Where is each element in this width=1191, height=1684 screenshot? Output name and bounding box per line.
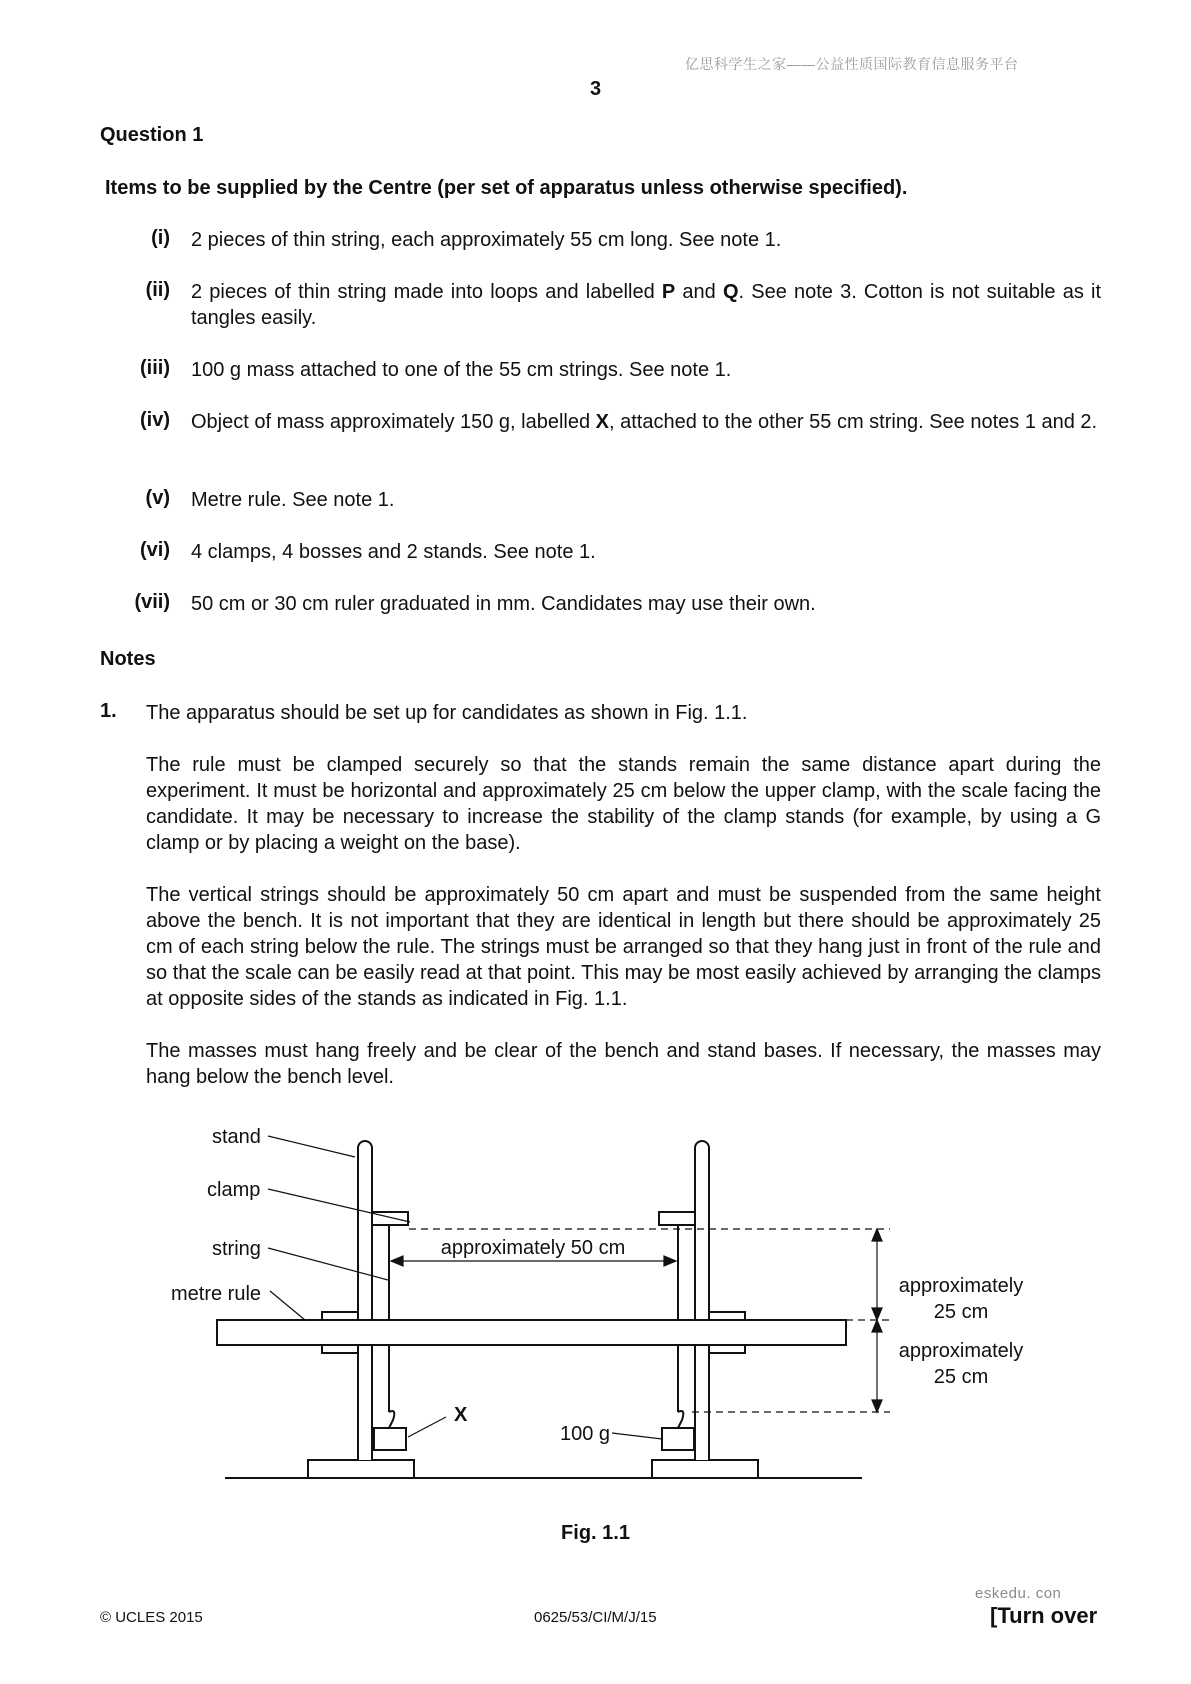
item-text: 4 clamps, 4 bosses and 2 stands. See note 1. (191, 541, 596, 563)
label-100g: 100 g (560, 1423, 611, 1445)
arrowhead (872, 1308, 882, 1320)
label-lower-25cm: 25 cm (933, 1366, 989, 1388)
item-text: 100 g mass attached to one of the 55 cm strings. See note 1. (191, 359, 732, 381)
leader-100g (612, 1433, 662, 1439)
footer-copyright: © UCLES 2015 (100, 1609, 203, 1626)
leader-metre-rule (270, 1291, 305, 1320)
clamp-right (659, 1212, 695, 1225)
item-text-part: 2 pieces of thin string made into loops and labelled (191, 281, 662, 303)
item-text: 50 cm or 30 cm ruler graduated in mm. Candidates may use their own. (191, 593, 816, 615)
leader-stand (268, 1136, 355, 1157)
note-paragraph: The rule must be clamped securely so that the stands remain the same distance apart during the experiment. It must be horizontal and approximately 25 cm below the upper clamp, with the scale facing the candidate. It may be necessary to increase the stability of the clamp stands (for example, by using a G clamp or by placing a weight on the base). (146, 754, 1101, 854)
figure-caption: Fig. 1.1 (561, 1522, 630, 1544)
item-label: (iii) (140, 357, 170, 379)
note-paragraph: The vertical strings should be approximately 50 cm apart and must be suspended from the same height above the bench. It is not important that they are identical in length but there should be approximately 25 cm of each string below the rule. The strings must be arranged so that they hang just in front of the rule and so that the scale can be easily read at that point. This may be most easily achieved by arranging the clamps at opposite sides of the stands as indicated in Fig. 1.1. (146, 884, 1101, 1010)
item-label: (v) (145, 487, 170, 509)
label-clamp: clamp (207, 1179, 261, 1201)
note-paragraph: The masses must hang freely and be clear of the bench and stand bases. If necessary, the masses may hang below the bench level. (146, 1040, 1101, 1088)
leader-clamp (268, 1189, 410, 1222)
mass-x-block (374, 1428, 406, 1450)
label-upper-approx: approximately (898, 1275, 1024, 1297)
label-lower-approx: approximately (898, 1340, 1024, 1362)
item-label: (i) (151, 227, 170, 249)
item-label: (iv) (140, 409, 170, 431)
loop-label-p: P (661, 281, 676, 303)
item-text-part: . See note 3. Cotton is not suitable as it tangles easily. (191, 281, 1101, 329)
label-x: X (454, 1404, 468, 1426)
page-number: 3 (589, 78, 602, 100)
arrowhead (872, 1229, 882, 1241)
label-50cm: approximately 50 cm (440, 1237, 626, 1259)
boss-right-top (709, 1312, 745, 1320)
arrowhead (664, 1256, 676, 1266)
label-metre-rule: metre rule (171, 1283, 262, 1305)
arrowhead (391, 1256, 403, 1266)
arrowhead (872, 1400, 882, 1412)
footer-paper-code: 0625/53/CI/M/J/15 (534, 1609, 657, 1626)
stand-base-left (308, 1460, 414, 1478)
label-string: string (212, 1238, 261, 1260)
metre-rule-bar (217, 1320, 846, 1345)
item-text-part: and (675, 281, 723, 303)
question-title: Question 1 (100, 124, 204, 146)
label-stand: stand (212, 1126, 261, 1148)
stand-rod-left (358, 1141, 372, 1460)
boss-right-bottom (709, 1345, 745, 1353)
loop-label-q: Q (722, 281, 739, 303)
note-number: 1. (100, 700, 117, 722)
item-text: 2 pieces of thin string, each approximately 55 cm long. See note 1. (191, 229, 782, 251)
notes-title: Notes (100, 648, 156, 670)
note-paragraph: The apparatus should be set up for candidates as shown in Fig. 1.1. (146, 702, 748, 724)
item-label: (ii) (145, 279, 170, 301)
stand-base-right (652, 1460, 758, 1478)
item-label: (vii) (134, 591, 170, 613)
hook-left (389, 1411, 394, 1428)
item-text: Metre rule. See note 1. (191, 489, 395, 511)
turn-over: [Turn over (990, 1603, 1098, 1628)
footer-watermark: eskedu. con (975, 1585, 1062, 1602)
item-text-part: Object of mass approximately 150 g, labelled (191, 411, 596, 433)
hook-right (678, 1411, 683, 1428)
label-upper-25cm: 25 cm (933, 1301, 989, 1323)
boss-left-top (322, 1312, 358, 1320)
header-watermark: 亿思科学生之家——公益性质国际教育信息服务平台 (685, 56, 1019, 72)
item-text-part: , attached to the other 55 cm string. See notes 1 and 2. (609, 411, 1098, 433)
arrowhead (872, 1320, 882, 1332)
boss-left-bottom (322, 1345, 358, 1353)
items-heading: Items to be supplied by the Centre (per set of apparatus unless otherwise specified). (105, 177, 908, 199)
item-label: (vi) (140, 539, 170, 561)
object-label-x: X (595, 411, 610, 433)
mass-100g-block (662, 1428, 694, 1450)
leader-x (408, 1417, 446, 1437)
